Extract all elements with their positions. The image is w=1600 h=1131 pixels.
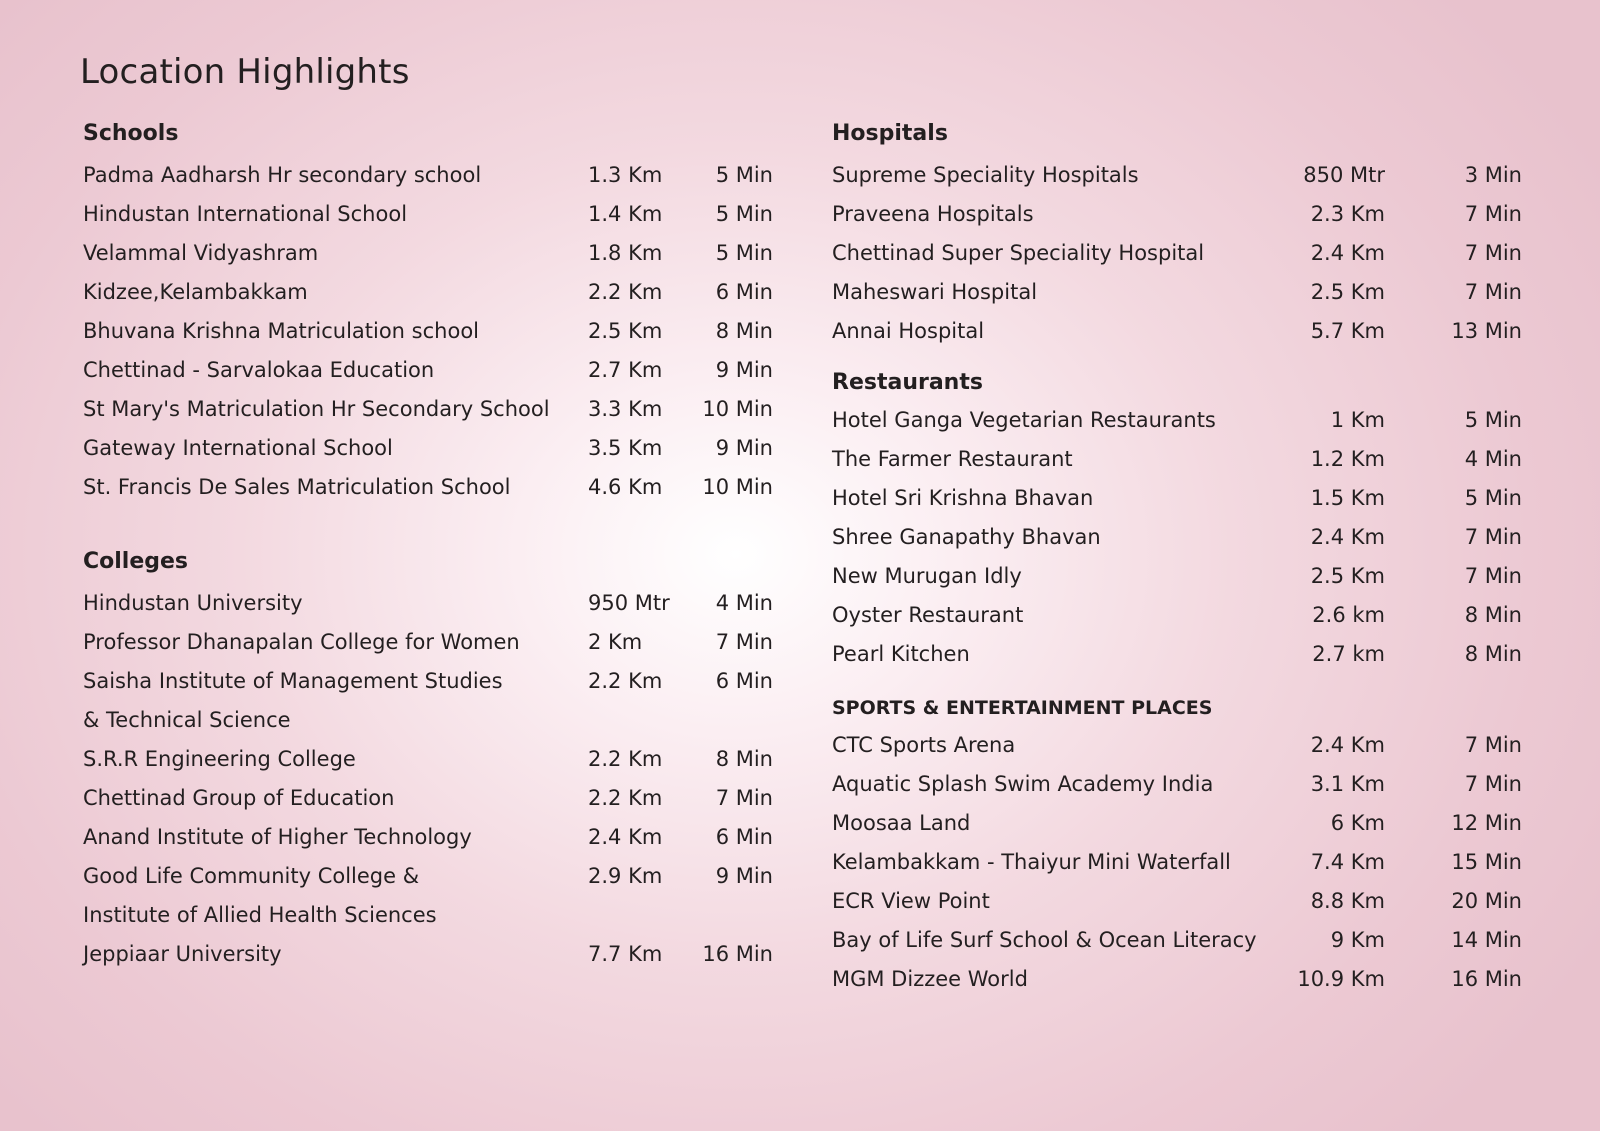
restaurants-row-distance: 2.6 km	[1312, 603, 1385, 627]
colleges-row-name: Anand Institute of Higher Technology	[83, 825, 472, 849]
restaurants-row-time: 8 Min	[1464, 603, 1522, 627]
sports-row-distance: 7.4 Km	[1310, 850, 1385, 874]
sports-row-time: 16 Min	[1451, 967, 1522, 991]
colleges-row-time: 9 Min	[715, 864, 773, 888]
hospitals-row-distance: 850 Mtr	[1303, 163, 1385, 187]
restaurants-row	[832, 440, 1522, 479]
hospitals-row-name: Annai Hospital	[832, 319, 985, 343]
hospitals-row-name: Supreme Speciality Hospitals	[832, 163, 1139, 187]
schools-row-time: 5 Min	[715, 163, 773, 187]
sports-row	[832, 804, 1522, 843]
restaurants-row-time: 5 Min	[1464, 408, 1522, 432]
colleges-row	[83, 779, 773, 818]
sports-row-time: 7 Min	[1464, 733, 1522, 757]
sports-row-name: Bay of Life Surf School & Ocean Literacy	[832, 928, 1257, 952]
sports-row-time: 7 Min	[1464, 772, 1522, 796]
schools-row-time: 9 Min	[715, 358, 773, 382]
restaurants-row-name: Hotel Sri Krishna Bhavan	[832, 486, 1094, 510]
sports-row-distance: 2.4 Km	[1310, 733, 1385, 757]
schools-row	[83, 234, 773, 273]
restaurants-row-distance: 2.5 Km	[1310, 564, 1385, 588]
restaurants-row-name: Shree Ganapathy Bhavan	[832, 525, 1101, 549]
colleges-row-distance: 2.4 Km	[588, 825, 663, 849]
schools-row-time: 5 Min	[715, 241, 773, 265]
schools-row-distance: 3.3 Km	[588, 397, 663, 421]
schools-row	[83, 468, 773, 507]
colleges-row-name: Chettinad Group of Education	[83, 786, 395, 810]
colleges-row	[83, 818, 773, 857]
restaurants-row-time: 5 Min	[1464, 486, 1522, 510]
sports-row-distance: 8.8 Km	[1310, 889, 1385, 913]
colleges-row	[83, 896, 773, 935]
schools-row-name: Padma Aadharsh Hr secondary school	[83, 163, 482, 187]
hospitals-row	[832, 312, 1522, 351]
schools-row-distance: 1.3 Km	[588, 163, 663, 187]
colleges-row-name: & Technical Science	[83, 708, 291, 732]
restaurants-row-time: 7 Min	[1464, 564, 1522, 588]
sports-row-distance: 10.9 Km	[1297, 967, 1385, 991]
colleges-heading: Colleges	[83, 549, 189, 574]
schools-heading: Schools	[83, 121, 179, 146]
colleges-row-time: 7 Min	[715, 630, 773, 654]
schools-row	[83, 156, 773, 195]
hospitals-row-time: 7 Min	[1464, 280, 1522, 304]
colleges-list	[83, 584, 773, 974]
schools-row-distance: 4.6 Km	[588, 475, 663, 499]
restaurants-row	[832, 479, 1522, 518]
restaurants-row-name: Hotel Ganga Vegetarian Restaurants	[832, 408, 1216, 432]
colleges-row-name: S.R.R Engineering College	[83, 747, 356, 771]
hospitals-row-name: Praveena Hospitals	[832, 202, 1034, 226]
colleges-row-name: Hindustan University	[83, 591, 303, 615]
restaurants-row	[832, 635, 1522, 674]
right-column	[832, 112, 1522, 999]
colleges-row-time: 4 Min	[715, 591, 773, 615]
schools-row-name: Hindustan International School	[83, 202, 408, 226]
hospitals-row-time: 7 Min	[1464, 202, 1522, 226]
sports-row-name: Kelambakkam - Thaiyur Mini Waterfall	[832, 850, 1231, 874]
sports-row	[832, 882, 1522, 921]
schools-row-time: 10 Min	[702, 397, 773, 421]
schools-row-distance: 2.5 Km	[588, 319, 663, 343]
colleges-row-time: 7 Min	[715, 786, 773, 810]
schools-row	[83, 351, 773, 390]
sports-list	[832, 726, 1522, 999]
hospitals-row-time: 7 Min	[1464, 241, 1522, 265]
schools-row	[83, 390, 773, 429]
colleges-row-name: Saisha Institute of Management Studies	[83, 669, 503, 693]
schools-row-time: 10 Min	[702, 475, 773, 499]
sports-row-name: Moosaa Land	[832, 811, 971, 835]
colleges-row	[83, 584, 773, 623]
hospitals-row-distance: 2.3 Km	[1310, 202, 1385, 226]
colleges-row-time: 6 Min	[715, 669, 773, 693]
hospitals-row	[832, 273, 1522, 312]
restaurants-row	[832, 401, 1522, 440]
schools-row-time: 8 Min	[715, 319, 773, 343]
colleges-row-name: Jeppiaar University	[83, 942, 282, 966]
colleges-row-name: Institute of Allied Health Sciences	[83, 903, 437, 927]
sports-row-time: 20 Min	[1451, 889, 1522, 913]
left-column	[83, 112, 773, 974]
schools-row-name: Velammal Vidyashram	[83, 241, 319, 265]
restaurants-row-time: 7 Min	[1464, 525, 1522, 549]
sports-row	[832, 726, 1522, 765]
hospitals-row-time: 3 Min	[1464, 163, 1522, 187]
schools-row-time: 5 Min	[715, 202, 773, 226]
colleges-row	[83, 935, 773, 974]
schools-row-time: 6 Min	[715, 280, 773, 304]
hospitals-row	[832, 156, 1522, 195]
sports-row	[832, 765, 1522, 804]
colleges-row	[83, 662, 773, 701]
restaurants-row-distance: 1 Km	[1330, 408, 1385, 432]
sports-row	[832, 843, 1522, 882]
hospitals-heading: Hospitals	[832, 121, 948, 146]
hospitals-row-distance: 2.4 Km	[1310, 241, 1385, 265]
schools-row-distance: 2.7 Km	[588, 358, 663, 382]
hospitals-row-name: Maheswari Hospital	[832, 280, 1038, 304]
colleges-row-time: 16 Min	[702, 942, 773, 966]
hospitals-row-distance: 5.7 Km	[1310, 319, 1385, 343]
schools-row-name: Gateway International School	[83, 436, 393, 460]
restaurants-row-time: 8 Min	[1464, 642, 1522, 666]
colleges-row-distance: 2.9 Km	[588, 864, 663, 888]
hospitals-row-distance: 2.5 Km	[1310, 280, 1385, 304]
schools-row-name: Chettinad - Sarvalokaa Education	[83, 358, 435, 382]
restaurants-row-name: The Farmer Restaurant	[832, 447, 1073, 471]
restaurants-row	[832, 557, 1522, 596]
colleges-row	[83, 857, 773, 896]
schools-row-name: Kidzee,Kelambakkam	[83, 280, 308, 304]
colleges-row-distance: 2.2 Km	[588, 669, 663, 693]
sports-row-distance: 6 Km	[1330, 811, 1385, 835]
restaurants-row-distance: 1.5 Km	[1310, 486, 1385, 510]
restaurants-row-distance: 1.2 Km	[1310, 447, 1385, 471]
restaurants-row-name: Oyster Restaurant	[832, 603, 1024, 627]
schools-list	[83, 156, 773, 507]
hospitals-list	[832, 156, 1522, 351]
schools-row-distance: 2.2 Km	[588, 280, 663, 304]
schools-row-time: 9 Min	[715, 436, 773, 460]
sports-row-time: 12 Min	[1451, 811, 1522, 835]
schools-row-distance: 1.8 Km	[588, 241, 663, 265]
restaurants-row-time: 4 Min	[1464, 447, 1522, 471]
sports-heading: SPORTS & ENTERTAINMENT PLACES	[832, 697, 1213, 719]
schools-row	[83, 429, 773, 468]
hospitals-row	[832, 234, 1522, 273]
hospitals-row-name: Chettinad Super Speciality Hospital	[832, 241, 1205, 265]
schools-row-name: St. Francis De Sales Matriculation School	[83, 475, 511, 499]
hospitals-row-time: 13 Min	[1451, 319, 1522, 343]
page-title: Location Highlights	[80, 52, 410, 92]
restaurants-row-name: Pearl Kitchen	[832, 642, 970, 666]
schools-row-distance: 3.5 Km	[588, 436, 663, 460]
restaurants-row	[832, 518, 1522, 557]
colleges-row-distance: 7.7 Km	[588, 942, 663, 966]
sports-row-distance: 3.1 Km	[1310, 772, 1385, 796]
schools-row-distance: 1.4 Km	[588, 202, 663, 226]
sports-row-name: MGM Dizzee World	[832, 967, 1028, 991]
colleges-row-name: Good Life Community College &	[83, 864, 420, 888]
colleges-row-distance: 950 Mtr	[588, 591, 670, 615]
colleges-row	[83, 701, 773, 740]
hospitals-row	[832, 195, 1522, 234]
sports-row-time: 14 Min	[1451, 928, 1522, 952]
colleges-row-name: Professor Dhanapalan College for Women	[83, 630, 520, 654]
sports-row-name: ECR View Point	[832, 889, 990, 913]
restaurants-list	[832, 401, 1522, 674]
colleges-row-distance: 2 Km	[588, 630, 643, 654]
sports-row-distance: 9 Km	[1330, 928, 1385, 952]
sports-row-name: Aquatic Splash Swim Academy India	[832, 772, 1214, 796]
sports-row	[832, 921, 1522, 960]
sports-row	[832, 960, 1522, 999]
restaurants-row-distance: 2.7 km	[1312, 642, 1385, 666]
restaurants-row	[832, 596, 1522, 635]
sports-row-name: CTC Sports Arena	[832, 733, 1016, 757]
schools-row-name: St Mary's Matriculation Hr Secondary School	[83, 397, 550, 421]
restaurants-row-distance: 2.4 Km	[1310, 525, 1385, 549]
colleges-row-distance: 2.2 Km	[588, 786, 663, 810]
schools-row	[83, 273, 773, 312]
colleges-row	[83, 623, 773, 662]
restaurants-heading: Restaurants	[832, 370, 983, 395]
colleges-row	[83, 740, 773, 779]
colleges-row-time: 6 Min	[715, 825, 773, 849]
schools-row	[83, 195, 773, 234]
schools-row-name: Bhuvana Krishna Matriculation school	[83, 319, 479, 343]
schools-row	[83, 312, 773, 351]
colleges-row-distance: 2.2 Km	[588, 747, 663, 771]
sports-row-time: 15 Min	[1451, 850, 1522, 874]
restaurants-row-name: New Murugan Idly	[832, 564, 1022, 588]
colleges-row-time: 8 Min	[715, 747, 773, 771]
